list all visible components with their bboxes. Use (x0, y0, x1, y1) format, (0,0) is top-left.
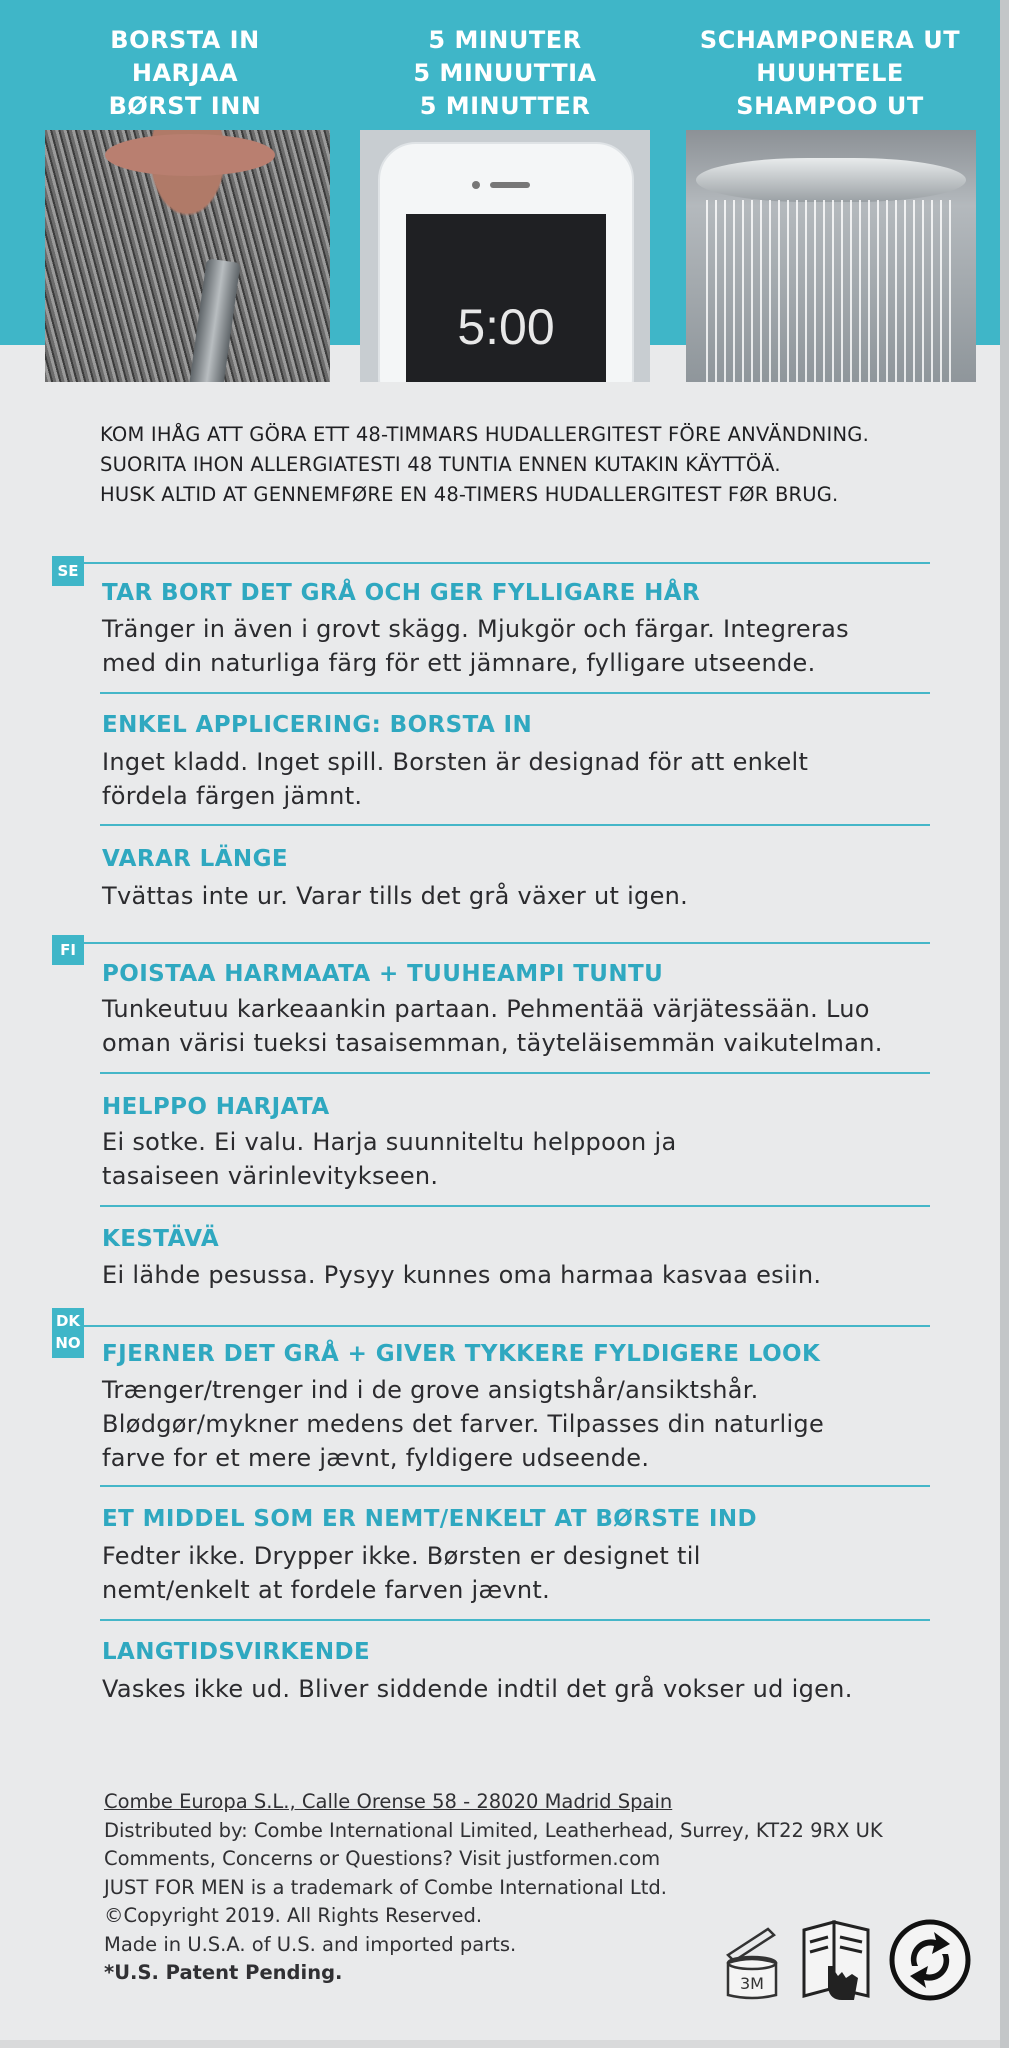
body-line: Fedter ikke. Drypper ikke. Børsten er designet til (102, 1542, 701, 1570)
shower-head-icon (696, 158, 966, 202)
section-divider (100, 1619, 930, 1621)
shower-photo (686, 130, 976, 382)
body-line: Ei sotke. Ei valu. Harja suunniteltu helppoon ja (102, 1128, 677, 1156)
body-line: Tvättas inte ur. Varar tills det grå växer ut igen. (102, 882, 689, 910)
phone-screen (406, 214, 606, 382)
step-label: SHAMPOO UT (736, 92, 924, 120)
warning-line: KOM IHÅG ATT GÖRA ETT 48-TIMMARS HUDALLERGITEST FÖRE ANVÄNDNING. (100, 423, 870, 446)
section-body (102, 1539, 701, 1607)
water-stream (706, 200, 956, 382)
section-divider (100, 692, 930, 694)
camera-dot (472, 181, 480, 189)
section-heading: ENKEL APPLICERING: BORSTA IN (102, 712, 533, 738)
section-divider (100, 1205, 930, 1207)
body-line: Ei lähde pesussa. Pysyy kunnes oma harmaa kasvaa esiin. (102, 1261, 822, 1289)
lang-badge-se: SE (52, 556, 84, 586)
beard-brush-icon (187, 258, 240, 382)
section-body (102, 745, 808, 813)
body-line: med din naturliga färg för ett jämnare, fylligare utseende. (102, 649, 816, 677)
section-heading: HELPPO HARJATA (102, 1094, 330, 1120)
body-line: oman värisi tueksi tasaisemman, täyteläisemmän vaikutelman. (102, 1029, 883, 1057)
footer-line: Made in U.S.A. of U.S. and imported parts. (104, 1932, 517, 1956)
read-instructions-icon (798, 1918, 874, 2002)
step-label: BØRST INN (108, 92, 262, 120)
pao-label: 3M (740, 1974, 764, 1993)
beard-photo (45, 130, 330, 382)
lang-badge-dk-no (52, 1308, 84, 1358)
section-heading: TAR BORT DET GRÅ OCH GER FYLLIGARE HÅR (102, 580, 701, 606)
lang-code: NO (55, 1334, 81, 1352)
body-line: Blødgør/mykner medens det farver. Tilpasses din naturlige (102, 1410, 825, 1438)
lang-code: DK (55, 1312, 81, 1330)
step-label: HARJAA (131, 59, 239, 87)
section-heading: POISTAA HARMAATA + TUUHEAMPI TUNTU (102, 961, 664, 987)
step-label: BORSTA IN (110, 26, 260, 54)
step-label: 5 MINUTER (428, 26, 582, 54)
section-body (102, 992, 883, 1060)
section-body (102, 1125, 676, 1193)
warning-line: HUSK ALTID AT GENNEMFØRE EN 48-TIMERS HUDALLERGITEST FØR BRUG. (100, 483, 839, 506)
section-divider (100, 1072, 930, 1074)
footer-line: ©Copyright 2019. All Rights Reserved. (104, 1904, 483, 1927)
section-divider (100, 1485, 930, 1487)
phone-photo (360, 130, 650, 382)
speaker-slot (490, 182, 530, 188)
warning-line: SUORITA IHON ALLERGIATESTI 48 TUNTIA ENNEN KUTAKIN KÄYTTÖÄ. (100, 453, 781, 476)
section-heading: LANGTIDSVIRKENDE (102, 1639, 371, 1665)
body-line: farve for et mere jævnt, fyldigere udseende. (102, 1444, 650, 1472)
body-line: tasaiseen värinlevitykseen. (102, 1162, 439, 1190)
lang-badge-fi: FI (52, 935, 84, 965)
footer-line: Distributed by: Combe International Limited, Leatherhead, Surrey, KT22 9RX UK (104, 1818, 883, 1842)
step-label: SCHAMPONERA UT (699, 26, 961, 54)
body-line: fördela färgen jämnt. (102, 782, 363, 810)
body-line: Tränger in även i grovt skägg. Mjukgör och färgar. Integreras (102, 615, 849, 643)
step-label: HUUHTELE (756, 59, 904, 87)
step-five-minutes (355, 24, 655, 123)
section-divider (84, 1325, 930, 1327)
section-heading: VARAR LÄNGE (102, 846, 288, 872)
step-label: 5 MINUUTTIA (413, 59, 597, 87)
section-heading: ET MIDDEL SOM ER NEMT/ENKELT AT BØRSTE IND (102, 1506, 758, 1532)
step-label: 5 MINUTTER (419, 92, 591, 120)
section-body (102, 1373, 824, 1475)
instruction-header (0, 0, 1000, 130)
section-body (102, 612, 849, 680)
lips (105, 134, 275, 176)
body-line: Vaskes ikke ud. Bliver siddende indtil det grå vokser ud igen. (102, 1675, 853, 1703)
package-edge (1000, 0, 1009, 2048)
body-line: nemt/enkelt at fordele farven jævnt. (102, 1576, 551, 1604)
smartphone-icon (378, 142, 634, 382)
section-divider (100, 824, 930, 826)
recycle-icon (888, 1918, 972, 2002)
section-divider (84, 942, 930, 944)
patent-notice: *U.S. Patent Pending. (104, 1961, 343, 1984)
step-brush-in (35, 24, 335, 123)
allergy-warning (100, 420, 869, 510)
section-body (102, 879, 688, 913)
section-divider (84, 562, 930, 564)
section-body (102, 1672, 853, 1706)
body-line: Trænger/trenger ind i de grove ansigtshår/ansiktshår. (102, 1376, 759, 1404)
timer-readout: 5:00 (457, 299, 555, 355)
footer-line: JUST FOR MEN is a trademark of Combe International Ltd. (104, 1875, 667, 1899)
step-shampoo-out (680, 24, 980, 123)
footer-line: Comments, Concerns or Questions? Visit justformen.com (104, 1847, 661, 1870)
period-after-opening-icon (722, 1925, 782, 2001)
body-line: Inget kladd. Inget spill. Borsten är designad för att enkelt (102, 748, 809, 776)
section-heading: FJERNER DET GRÅ + GIVER TYKKERE FYLDIGERE LOOK (102, 1341, 821, 1367)
body-line: Tunkeutuu karkeaankin partaan. Pehmentää värjätessään. Luo (102, 995, 870, 1023)
section-body (102, 1258, 821, 1292)
section-heading: KESTÄVÄ (102, 1226, 220, 1252)
manufacturer-address: Combe Europa S.L., Calle Orense 58 - 28020 Madrid Spain (104, 1790, 673, 1813)
